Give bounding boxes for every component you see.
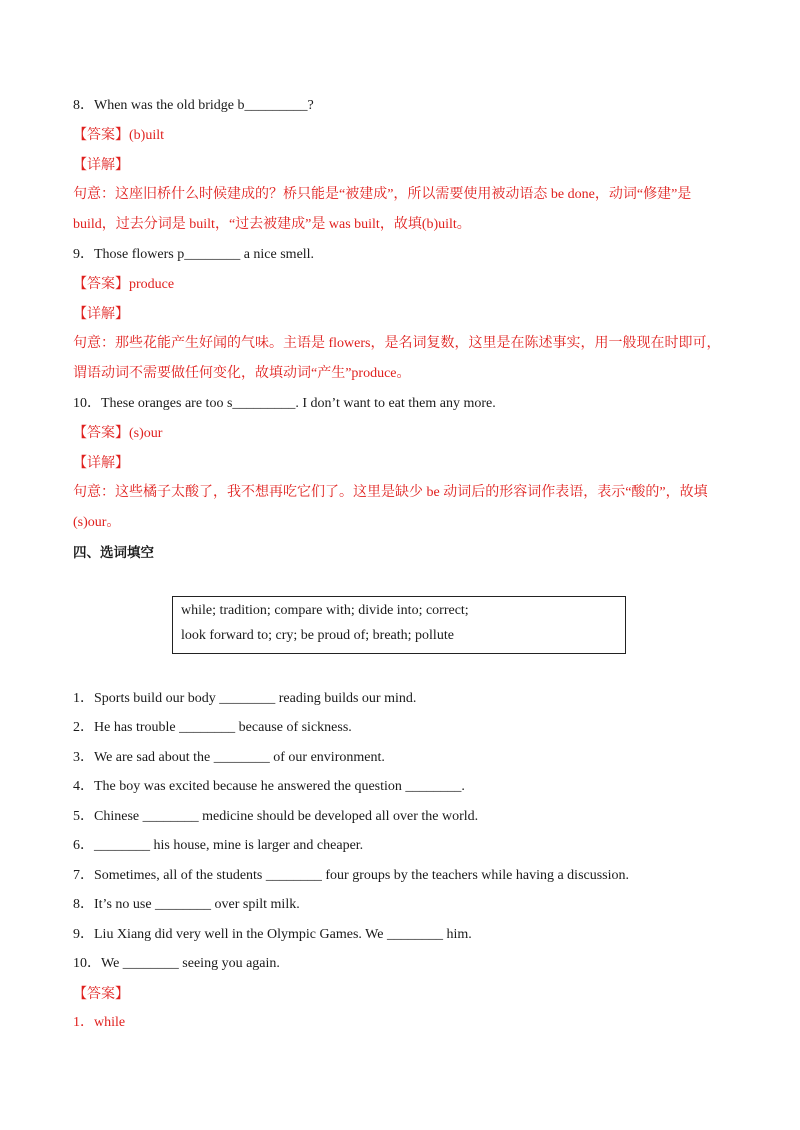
- answer-8: 【答案】(b)uilt: [73, 128, 164, 143]
- explain-8-line-1: 句意：这座旧桥什么时候建成的？桥只能是“被建成”，所以需要使用被动语态 be done，动词“修建”是: [73, 187, 692, 202]
- fill-question-9: 9．Liu Xiang did very well in the Olympic Games. We ________ him.: [73, 927, 472, 942]
- word-box-line-1: while; tradition; compare with; divide into; correct;: [181, 603, 469, 618]
- answer-10: 【答案】(s)our: [73, 426, 163, 441]
- fill-question-4: 4．The boy was excited because he answered the question ________.: [73, 779, 465, 794]
- word-box: [172, 596, 626, 654]
- explain-label-9: 【详解】: [73, 307, 129, 322]
- explain-10-line-1: 句意：这些橘子太酸了，我不想再吃它们了。这里是缺少 be 动词后的形容词作表语，表示“酸的”，故填: [73, 485, 708, 500]
- fill-question-10: 10．We ________ seeing you again.: [73, 956, 280, 971]
- fill-question-1: 1．Sports build our body ________ reading builds our mind.: [73, 691, 417, 706]
- answer-9: 【答案】produce: [73, 277, 175, 292]
- explain-10-line-2: (s)our。: [73, 515, 121, 530]
- fill-question-2: 2．He has trouble ________ because of sickness.: [73, 720, 352, 735]
- word-box-line-2: look forward to; cry; be proud of; breath; pollute: [181, 628, 454, 643]
- fill-question-3: 3．We are sad about the ________ of our environment.: [73, 750, 385, 765]
- fill-question-8: 8．It’s no use ________ over spilt milk.: [73, 897, 300, 912]
- explain-9-line-2: 谓语动词不需要做任何变化，故填动词“产生”produce。: [73, 366, 411, 381]
- answer-1: 1．while: [73, 1015, 126, 1030]
- fill-question-7: 7．Sometimes, all of the students ________ four groups by the teachers while having a discussion.: [73, 868, 630, 883]
- explain-label-8: 【详解】: [73, 158, 129, 173]
- answer-label: 【答案】: [73, 987, 129, 1002]
- explain-9-line-1: 句意：那些花能产生好闻的气味。主语是 flowers，是名词复数，这里是在陈述事实，用一般现在时即可，: [73, 336, 721, 351]
- section-heading: 四、选词填空: [73, 545, 154, 561]
- fill-question-6: 6．________ his house, mine is larger and cheaper.: [73, 838, 364, 853]
- question-8: 8．When was the old bridge b_________?: [73, 98, 314, 113]
- question-10: 10．These oranges are too s_________. I don’t want to eat them any more.: [73, 396, 496, 411]
- explain-label-10: 【详解】: [73, 456, 129, 471]
- explain-8-line-2: build，过去分词是 built，“过去被建成”是 was built，故填(b)uilt。: [73, 217, 471, 232]
- fill-question-5: 5．Chinese ________ medicine should be developed all over the world.: [73, 809, 479, 824]
- question-9: 9．Those flowers p________ a nice smell.: [73, 247, 315, 262]
